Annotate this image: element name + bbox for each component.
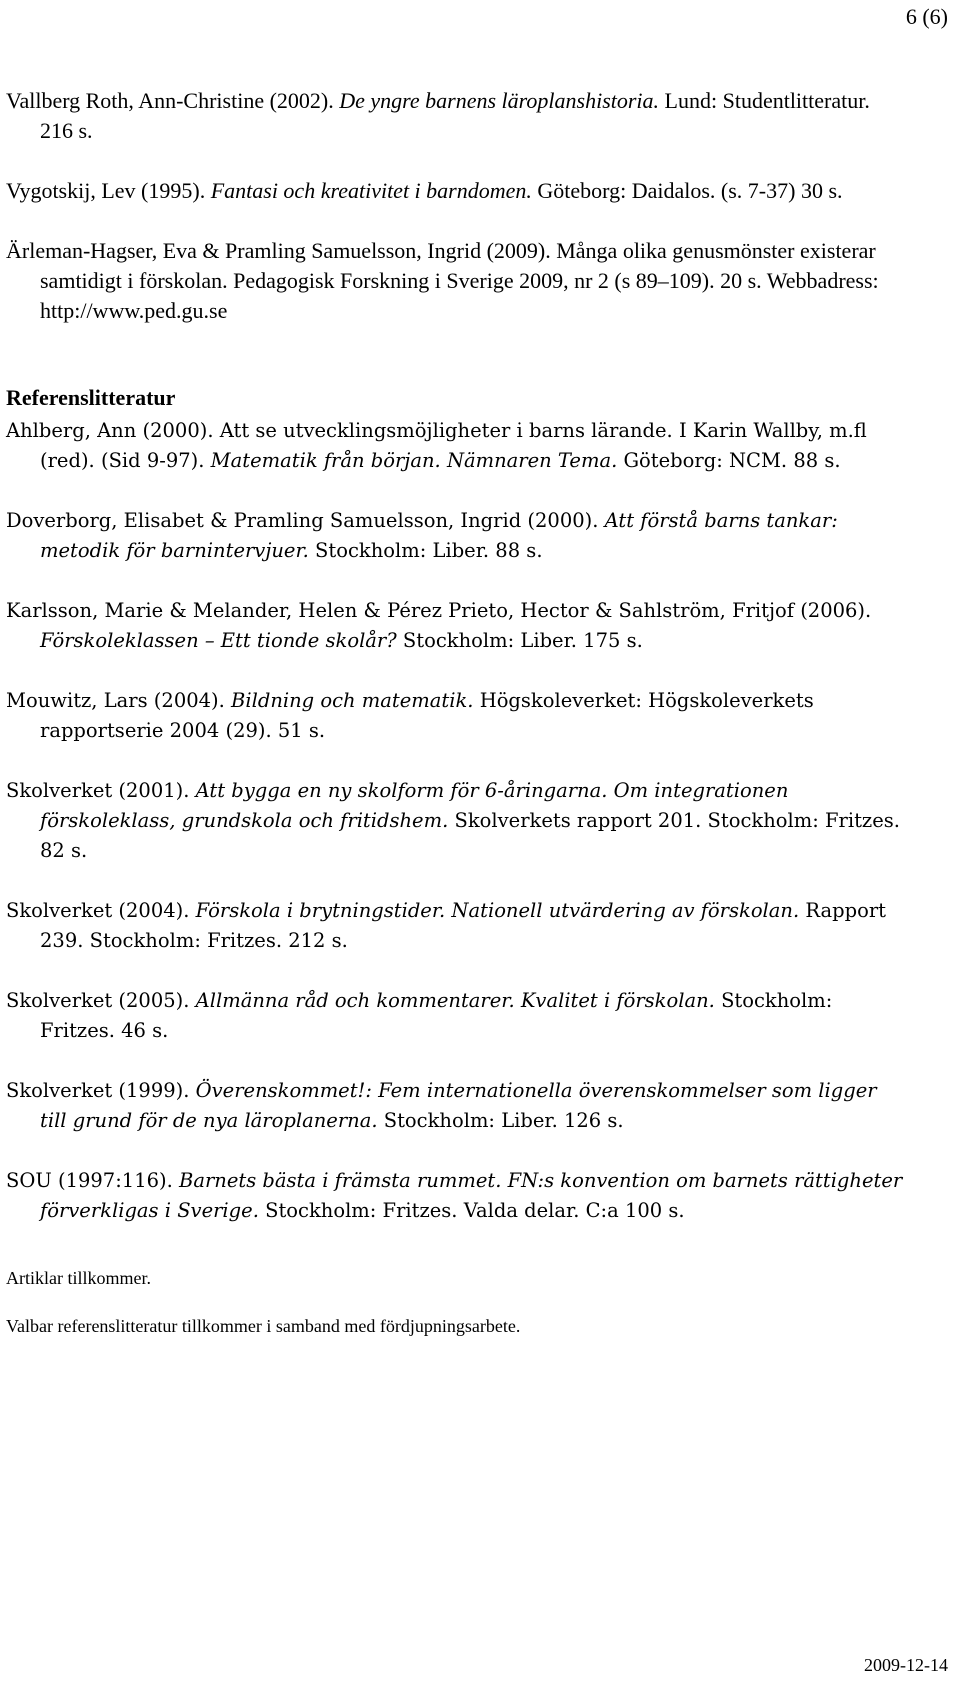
reference-text: Karlsson, Marie & Melander, Helen & Pérez Prieto, Hector & Sahlström, Fritjof (2006). — [6, 599, 872, 622]
reference-text: Rapport 239. Stockholm: Fritzes. 212 s. — [40, 899, 887, 952]
reference-text: Göteborg: Daidalos. (s. 7-37) 30 s. — [537, 178, 843, 203]
reference-text: Mouwitz, Lars (2004). — [6, 689, 225, 712]
reference-text: Skolverket (2001). — [6, 779, 190, 802]
reference-text: Skolverket (2004). — [6, 899, 190, 922]
reference-title: Att förstå barns tankar: metodik för barnintervjuer. — [40, 509, 838, 562]
reference-text: Stockholm: Liber. 175 s. — [402, 629, 643, 652]
reference-text: Stockholm: Liber. 88 s. — [315, 539, 543, 562]
reference-text: Stockholm: Liber. 126 s. — [383, 1109, 624, 1132]
reference-text: Lund: Studentlitteratur. 216 s. — [40, 88, 870, 143]
section-heading: Referenslitteratur — [6, 385, 176, 410]
reference-title: Allmänna råd och kommentarer. Kvalitet i förskolan. — [195, 989, 715, 1012]
reference-title: Matematik från början. Nämnaren Tema. — [210, 449, 618, 472]
reference-text: Göteborg: NCM. 88 s. — [623, 449, 841, 472]
reference-text: Vygotskij, Lev (1995). — [6, 178, 206, 203]
reference-entry — [6, 1076, 906, 1136]
reference-entry — [6, 896, 906, 956]
reference-title: Barnets bästa i främsta rummet. FN:s konvention om barnets rättigheter förverkligas i Sverige. — [40, 1169, 903, 1222]
reference-text: Ahlberg, Ann (2000). Att se utvecklingsmöjligheter i barns lärande. I Karin Wallby, m.fl (red). (Sid 9-97). — [6, 419, 867, 472]
reference-title: Överenskommet!: Fem internationella överenskommelser som ligger till grund för de nya läroplanerna. — [40, 1079, 877, 1132]
reference-title: Att bygga en ny skolform för 6-åringarna. Om integrationen förskoleklass, grundskola och fritidshem. — [40, 779, 789, 832]
reference-title: Fantasi och kreativitet i barndomen. — [210, 178, 532, 203]
reference-text: Vallberg Roth, Ann-Christine (2002). — [6, 88, 334, 113]
reference-title: De yngre barnens läroplanshistoria. — [339, 88, 660, 113]
document-body — [6, 86, 906, 1338]
reference-list-literature — [6, 416, 906, 1226]
reference-text: Stockholm: Fritzes. 46 s. — [40, 989, 833, 1042]
reference-entry — [6, 686, 906, 746]
reference-entry — [6, 236, 906, 326]
reference-entry — [6, 1166, 906, 1226]
reference-text: Skolverkets rapport 201. Stockholm: Fritzes. 82 s. — [40, 809, 900, 862]
reference-text: Skolverket (2005). — [6, 989, 190, 1012]
reference-text: Skolverket (1999). — [6, 1079, 190, 1102]
reference-entry — [6, 776, 906, 866]
reference-text: Stockholm: Fritzes. Valda delar. C:a 100 s. — [265, 1199, 685, 1222]
note-optional-literature: Valbar referenslitteratur tillkommer i samband med fördjupningsarbete. — [6, 1316, 521, 1336]
page-number: 6 (6) — [905, 4, 948, 29]
reference-list-required — [6, 86, 906, 326]
reference-text: Doverborg, Elisabet & Pramling Samuelsson, Ingrid (2000). — [6, 509, 599, 532]
reference-title: Bildning och matematik. — [231, 689, 474, 712]
footer-date: 2009-12-14 — [864, 1655, 948, 1675]
reference-title: Förskola i brytningstider. Nationell utvärdering av förskolan. — [195, 899, 800, 922]
reference-title: Förskoleklassen – Ett tionde skolår? — [40, 629, 397, 652]
reference-entry — [6, 596, 906, 656]
reference-entry — [6, 506, 906, 566]
reference-entry — [6, 986, 906, 1046]
reference-text: Ärleman-Hagser, Eva & Pramling Samuelsson, Ingrid (2009). Många olika genusmönster existerar samtidigt i förskolan. Pedagogisk Forskning i Sverige 2009, nr 2 (s 89–109). 20 s. Webbadress: http://www.ped.gu.se — [6, 238, 879, 323]
reference-text: Högskoleverket: Högskoleverkets rapportserie 2004 (29). 51 s. — [40, 689, 814, 742]
reference-entry — [6, 86, 906, 146]
note-articles: Artiklar tillkommer. — [6, 1268, 151, 1288]
reference-entry — [6, 176, 906, 206]
reference-entry — [6, 416, 906, 476]
reference-text: SOU (1997:116). — [6, 1169, 173, 1192]
